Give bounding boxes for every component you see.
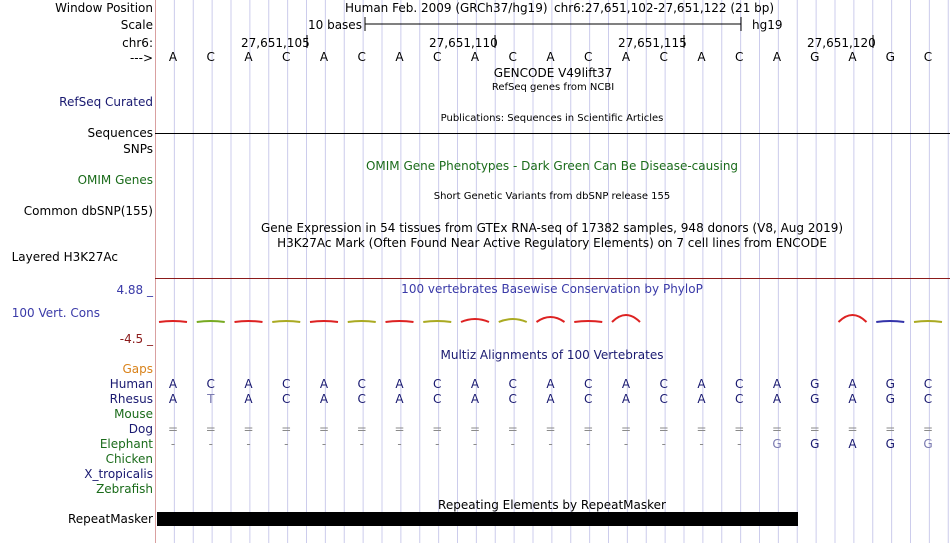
dog-base: = (394, 422, 405, 436)
repeatmasker-title[interactable]: Repeating Elements by RepeatMasker (438, 498, 666, 512)
human-base: C (508, 377, 517, 391)
base-letter: C (433, 50, 442, 64)
base-letter: A (470, 50, 480, 64)
human-base: A (319, 377, 329, 391)
elephant-base: - (472, 437, 478, 451)
cons-label[interactable]: 100 Vert. Cons (11, 306, 100, 320)
cons-max-label: 4.88 _ (116, 283, 153, 297)
rhesus-base: A (470, 392, 480, 406)
dog-base: = (696, 422, 707, 436)
elephant-base: G (885, 437, 895, 451)
dog-base: = (658, 422, 669, 436)
dbsnp-label[interactable]: Common dbSNP(155) (23, 204, 153, 218)
phylop-mark (499, 319, 527, 322)
human-base: A (772, 377, 782, 391)
rhesus-base: G (885, 392, 895, 406)
tick-label: 27,651,120 (807, 36, 876, 50)
window-position-label: Window Position (55, 1, 153, 15)
position-title: chr6:27,651,102-27,651,122 (21 bp) (554, 1, 775, 15)
dog-base: = (243, 422, 254, 436)
elephant-base: G (810, 437, 820, 451)
publications-title[interactable]: Publications: Sequences in Scientific Articles (440, 113, 664, 124)
dog-base: = (809, 422, 820, 436)
refseq-subtitle: RefSeq genes from NCBI (491, 82, 615, 93)
phylop-mark (537, 317, 565, 322)
rhesus-base: T (207, 392, 215, 406)
rhesus-base: C (357, 392, 366, 406)
rhesus-base: A (244, 392, 253, 406)
rhesus-base: C (923, 392, 933, 406)
human-base: C (433, 377, 442, 391)
phylop-mark (461, 319, 489, 322)
rhesus-base: A (697, 392, 706, 406)
browser-track-area[interactable] (155, 0, 950, 543)
human-base: C (659, 377, 668, 391)
human-label[interactable]: Human (109, 377, 153, 391)
elephant-base: - (435, 437, 440, 451)
dog-label[interactable]: Dog (128, 422, 153, 436)
phylop-mark (310, 321, 338, 322)
dog-base: = (922, 422, 934, 436)
elephant-base: - (208, 437, 213, 451)
human-base: G (810, 377, 820, 391)
base-letter: G (810, 50, 820, 64)
elephant-base: - (284, 437, 289, 451)
rhesus-base: C (735, 392, 744, 406)
dog-base: = (167, 422, 179, 436)
dog-base: = (432, 422, 443, 436)
rhesus-base: A (319, 392, 329, 406)
phylop-mark (159, 321, 187, 322)
phylop-mark (612, 315, 640, 322)
phylop-conservation-marks (159, 315, 942, 322)
human-base: C (282, 377, 291, 391)
elephant-base: - (737, 437, 742, 451)
human-base: G (885, 377, 895, 391)
rhesus-label[interactable]: Rhesus (109, 392, 153, 406)
human-base: A (168, 377, 178, 391)
h3k27ac-title[interactable]: H3K27Ac Mark (Often Found Near Active Regulatory Elements) on 7 cell lines from ENCODE (277, 236, 827, 250)
mouse-label[interactable]: Mouse (114, 407, 153, 421)
zebrafish-label[interactable]: Zebrafish (96, 482, 153, 496)
scale-text: 10 bases (308, 18, 362, 32)
dog-base: = (205, 422, 216, 436)
xtropicalis-label[interactable]: X_tropicalis (84, 467, 153, 481)
dog-base: = (469, 422, 481, 436)
phylop-mark (272, 321, 300, 322)
dog-base: = (771, 422, 783, 436)
base-letter: A (546, 50, 555, 64)
phylop-title[interactable]: 100 vertebrates Basewise Conservation by PhyloP (401, 282, 703, 296)
elephant-base: - (397, 437, 402, 451)
human-base: A (470, 377, 480, 391)
phylop-mark (914, 321, 942, 322)
phylop-mark (423, 321, 451, 322)
human-base: C (923, 377, 933, 391)
human-base: A (697, 377, 706, 391)
phylop-mark (574, 321, 602, 322)
human-base: C (584, 377, 593, 391)
repeatmasker-label[interactable]: RepeatMasker (67, 512, 153, 526)
elephant-base: - (246, 437, 251, 451)
rhesus-base: A (546, 392, 555, 406)
human-alignment-row[interactable] (155, 377, 950, 391)
elephant-base: A (848, 437, 857, 451)
base-sequence-row[interactable] (155, 50, 950, 64)
base-letter: C (357, 50, 366, 64)
human-base: A (244, 377, 253, 391)
elephant-base: - (510, 437, 515, 451)
dog-base: = (356, 422, 367, 436)
rhesus-base: G (810, 392, 820, 406)
base-letter: A (395, 50, 404, 64)
phylop-mark (348, 321, 376, 322)
omim-label[interactable]: OMIM Genes (77, 173, 153, 187)
base-letter: C (584, 50, 593, 64)
gencode-title[interactable]: GENCODE V49lift37 (493, 66, 613, 80)
rhesus-alignment-row[interactable] (155, 392, 950, 406)
base-letter: C (508, 50, 517, 64)
base-letter: A (697, 50, 706, 64)
elephant-base: - (548, 437, 553, 451)
rhesus-base: C (282, 392, 291, 406)
elephant-base: G (923, 437, 933, 451)
scale-label: Scale (120, 18, 153, 32)
base-letter: A (848, 50, 857, 64)
dog-base: = (885, 422, 896, 436)
dog-base: = (545, 422, 556, 436)
base-letter: C (659, 50, 668, 64)
dog-base: = (620, 422, 632, 436)
multiz-title[interactable]: Multiz Alignments of 100 Vertebrates (440, 348, 664, 362)
base-letter: C (735, 50, 744, 64)
repeatmasker-block (157, 512, 798, 526)
elephant-base: - (359, 437, 364, 451)
base-letter: C (282, 50, 291, 64)
elephant-base: - (623, 437, 629, 451)
base-letter: A (319, 50, 329, 64)
elephant-base: - (170, 437, 176, 451)
human-base: C (357, 377, 366, 391)
rhesus-base: C (508, 392, 517, 406)
phylop-mark (235, 321, 263, 322)
dog-base: = (734, 422, 745, 436)
dog-base: = (847, 422, 858, 436)
rhesus-base: C (433, 392, 442, 406)
human-base: A (546, 377, 555, 391)
base-letter: G (885, 50, 895, 64)
human-base: A (621, 377, 631, 391)
rhesus-base: A (621, 392, 631, 406)
elephant-base: - (699, 437, 704, 451)
base-letter: A (168, 50, 178, 64)
dog-base: = (281, 422, 292, 436)
rhesus-base: A (168, 392, 178, 406)
elephant-alignment-row[interactable] (155, 437, 950, 451)
human-base: A (848, 377, 857, 391)
phylop-mark (386, 321, 414, 322)
elephant-base: G (772, 437, 782, 451)
base-letter: C (923, 50, 933, 64)
elephant-base: - (586, 437, 591, 451)
rhesus-base: A (772, 392, 782, 406)
base-letter: C (206, 50, 215, 64)
phylop-mark (876, 321, 904, 322)
elephant-label[interactable]: Elephant (99, 437, 153, 451)
dog-base: = (318, 422, 330, 436)
human-base: A (395, 377, 404, 391)
cons-min-label: -4.5 _ (119, 332, 153, 346)
phylop-mark (839, 315, 867, 322)
base-letter: A (772, 50, 782, 64)
sequences-label[interactable]: Sequences (87, 126, 153, 140)
base-letter: A (244, 50, 253, 64)
tick-label: 27,651,115 (618, 36, 687, 50)
dog-alignment-row[interactable] (155, 422, 950, 436)
elephant-base: - (661, 437, 666, 451)
base-letter: A (621, 50, 631, 64)
snp-title[interactable]: Short Genetic Variants from dbSNP release 155 (433, 191, 671, 202)
scale-db: hg19 (752, 18, 783, 32)
rhesus-base: A (395, 392, 404, 406)
human-base: C (206, 377, 215, 391)
strand-label[interactable]: ---> (129, 51, 153, 65)
chicken-label[interactable]: Chicken (105, 452, 153, 466)
chrom-label: chr6: (122, 36, 153, 50)
omim-title[interactable]: OMIM Gene Phenotypes - Dark Green Can Be Disease-causing (365, 159, 739, 173)
rhesus-base: A (848, 392, 857, 406)
elephant-base: - (321, 437, 327, 451)
rhesus-base: C (584, 392, 593, 406)
assembly-title: Human Feb. 2009 (GRCh37/hg19) (345, 1, 548, 15)
snps-label[interactable]: SNPs (123, 142, 153, 156)
dog-base: = (507, 422, 518, 436)
human-base: C (735, 377, 744, 391)
gaps-label[interactable]: Gaps (122, 362, 153, 376)
h3k27ac-label[interactable]: Layered H3K27Ac (11, 250, 118, 264)
tick-label: 27,651,110 (429, 36, 498, 50)
dog-base: = (583, 422, 594, 436)
phylop-mark (197, 321, 225, 322)
rhesus-base: C (659, 392, 668, 406)
refseq-label[interactable]: RefSeq Curated (59, 95, 153, 109)
gtex-title[interactable]: Gene Expression in 54 tissues from GTEx RNA-seq of 17382 samples, 948 donors (V8, Aug 2019) (260, 221, 844, 235)
tick-label: 27,651,105 (241, 36, 310, 50)
